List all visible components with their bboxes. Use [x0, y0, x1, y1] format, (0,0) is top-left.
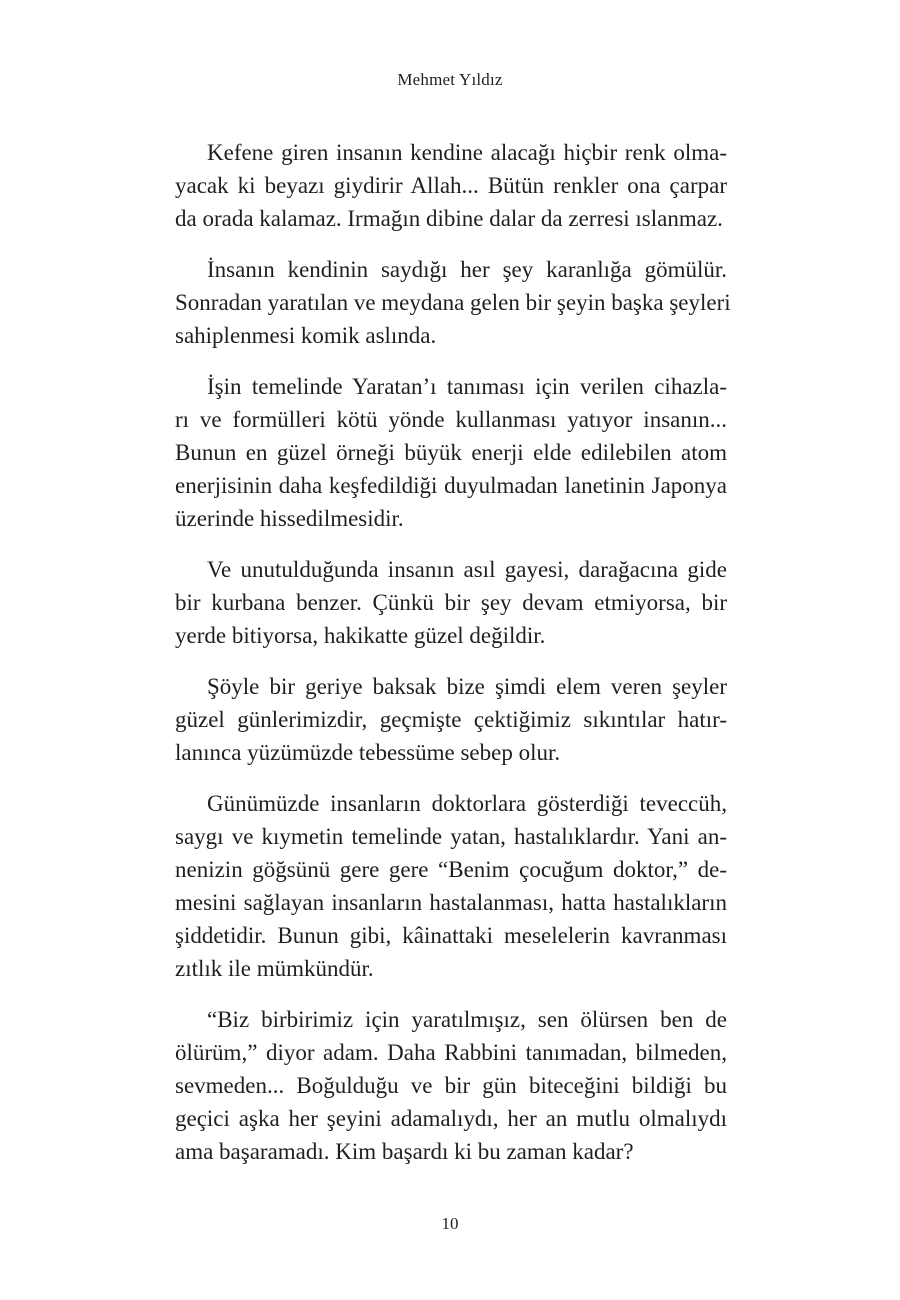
text-line: da orada kalamaz. Irmağın dibine dalar da zerresi ıslanmaz.	[175, 206, 723, 231]
text-line: mesini sağlayan insanların hastalanması, hatta hastalıkların	[175, 890, 727, 915]
text-line: Günümüzde insanların doktorlara gösterdiği teveccüh,	[207, 791, 727, 816]
text-line: zıtlık ile mümkündür.	[175, 956, 374, 981]
paragraph	[175, 136, 727, 235]
text-line: Sonradan yaratılan ve meydana gelen bir şeyin başka şeyleri	[175, 290, 731, 315]
text-line: Bunun en güzel örneği büyük enerji elde edilebilen atom	[175, 440, 727, 465]
paragraph	[175, 553, 727, 652]
paragraph	[175, 670, 727, 769]
text-line: geçici aşka her şeyini adamalıydı, her an mutlu olmalıydı	[175, 1106, 727, 1131]
text-line: İnsanın kendinin saydığı her şey karanlığa gömülür.	[207, 257, 727, 282]
text-line: yacak ki beyazı giydirir Allah... Bütün renkler ona çarpar	[175, 173, 727, 198]
text-line: sahiplenmesi komik aslında.	[175, 323, 437, 348]
text-line: Kefene giren insanın kendine alacağı hiçbir renk olma-	[207, 140, 727, 165]
text-line: şiddetidir. Bunun gibi, kâinattaki meselelerin kavranması	[175, 923, 727, 948]
text-line: “Biz birbirimiz için yaratılmışız, sen ölürsen ben de	[207, 1007, 727, 1032]
text-line: lanınca yüzümüzde tebessüme sebep olur.	[175, 740, 561, 765]
text-line: İşin temelinde Yaratan’ı tanıması için verilen cihazla-	[207, 374, 727, 399]
body-text	[175, 136, 731, 1186]
text-line: bir kurbana benzer. Çünkü bir şey devam etmiyorsa, bir	[175, 590, 727, 615]
paragraph	[175, 787, 727, 985]
text-line: rı ve formülleri kötü yönde kullanması yatıyor insanın...	[175, 407, 727, 432]
running-head-author: Mehmet Yıldız	[397, 70, 503, 89]
text-line: üzerinde hissedilmesidir.	[175, 506, 404, 531]
text-line: Ve unutulduğunda insanın asıl gayesi, darağacına gide	[207, 557, 727, 582]
paragraph	[175, 1003, 727, 1168]
page-number: 10	[441, 1214, 459, 1233]
text-line: yerde bitiyorsa, hakikatte güzel değildir.	[175, 623, 546, 648]
text-line: enerjisinin daha keşfedildiği duyulmadan lanetinin Japonya	[175, 473, 727, 498]
text-line: Şöyle bir geriye baksak bize şimdi elem veren şeyler	[207, 674, 727, 699]
text-line: nenizin göğsünü gere gere “Benim çocuğum doktor,” de-	[175, 857, 727, 882]
text-line: güzel günlerimizdir, geçmişte çektiğimiz sıkıntılar hatır-	[175, 707, 727, 732]
text-line: ölürüm,” diyor adam. Daha Rabbini tanımadan, bilmeden,	[175, 1040, 727, 1065]
text-line: sevmeden... Boğulduğu ve bir gün biteceğini bildiği bu	[175, 1073, 727, 1098]
paragraph	[175, 253, 731, 352]
text-line: saygı ve kıymetin temelinde yatan, hastalıklardır. Yani an-	[175, 824, 727, 849]
paragraph	[175, 370, 727, 535]
text-line: ama başaramadı. Kim başardı ki bu zaman kadar?	[175, 1139, 634, 1164]
